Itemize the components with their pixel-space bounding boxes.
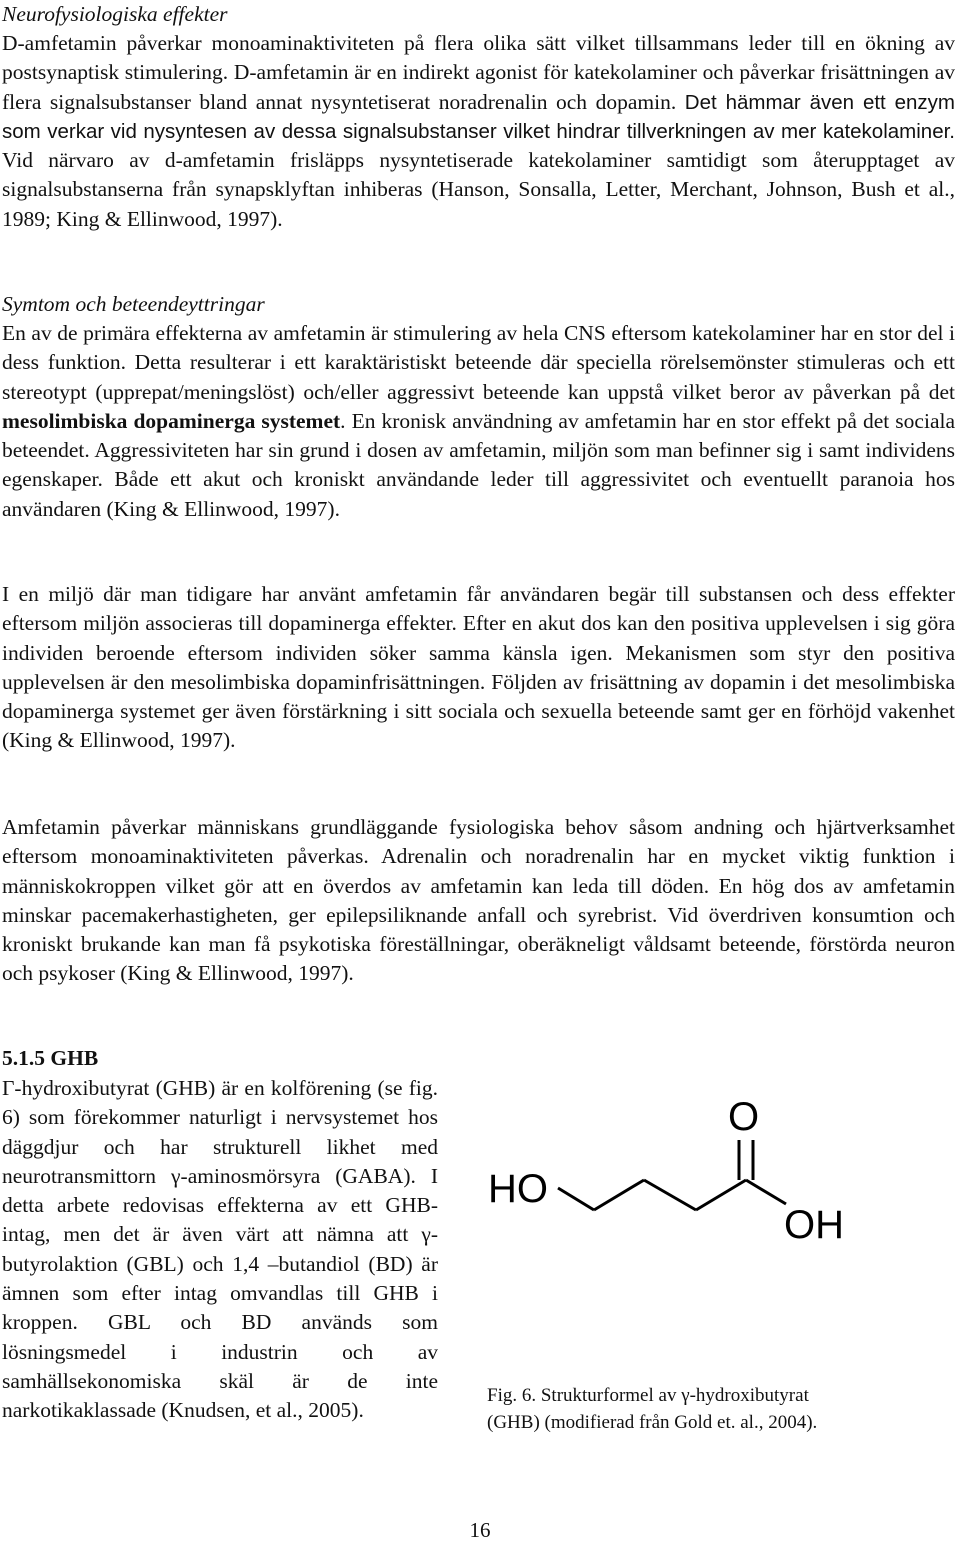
section-symtom: [2, 290, 955, 524]
section-heading: Neurofysiologiska effekter: [2, 2, 228, 26]
figure-caption: [487, 1382, 927, 1436]
section-neurofysiologiska: [2, 0, 955, 234]
oh-label: OH: [784, 1203, 844, 1247]
paragraph: [2, 319, 955, 524]
paragraph: [2, 29, 955, 234]
paragraph: Amfetamin påverkar människans grundläggande fysiologiska behov såsom andning och hjärtverksamhet eftersom monoaminaktiviteten påverkas. Adrenalin och noradrenalin har en mycket viktig funktion i människokroppen vilket gör att en överdos av amfetamin kan leda till döden. En hög dos av amfetamin minskar pacemakerhastigheten, ger epilepsiliknande anfall och syrebrist. Vid överdriven konsumtion och kroniskt brukande kan man få psykotiska föreställningar, oberäkneligt våldsamt beteende, förstörda neuron och psykoser (King & Ellinwood, 1997).: [2, 815, 955, 986]
paragraph-text: En av de primära effekterna av amfetamin är stimulering av hela CNS eftersom katekolaminer har en stor del i dess funktion. Detta resulterar i ett karaktäristiskt beteende där speciella rörelsemönster stimuleras och ett stereotypt (upprepat/meningslöst) och/eller aggressivt beteende kan uppstå vilket beror av påverkan på det: [2, 321, 955, 404]
ghb-heading: 5.1.5 GHB: [2, 1046, 99, 1070]
paragraph-text: D-amfetamin påverkar monoaminaktiviteten på flera olika sätt vilket tillsammans leder till en ökning av postsynaptisk stimulering. D-amfetamin är en indirekt agonist för katekolaminer och påverkar frisättningen av flera signalsubstanser bland annat nysyntetiserat noradrenalin och dopamin.: [2, 31, 955, 114]
section-heading: Symtom och beteendeyttringar: [2, 292, 265, 316]
paragraph: I en miljö där man tidigare har använt amfetamin får användaren begär till substansen och dess effekter eftersom miljön associeras till dopaminerga effekter. Efter en akut dos kan den positiva upplevelsen i sig göra individen beroende eftersom individen söker samma känsla igen. Mekanismen som styr den positiva upplevelsen är den mesolimbiska dopaminfrisättningen. Följden av frisättning av dopamin i det mesolimbiska dopaminerga systemet ger även förstärkning i sitt sociala och sexuella beteende samt ger en förhöjd vakenhet (King & Ellinwood, 1997).: [2, 582, 955, 753]
ghb-paragraph: Γ-hydroxibutyrat (GHB) är en kolförening (se fig. 6) som förekommer naturligt i nervsystemet hos däggdjur och har strukturell likhet med neurotransmittorn γ-aminosmörsyra (GABA). I detta arbete redovisas effekterna av ett GHB-intag, men det är även värt att nämna att γ-butyrolaktion (GBL) och 1,4 –butandiol (BD) är ämnen som efter intag omvandlas till GHB i kroppen. GBL och BD används som lösningsmedel i industrin och av samhällsekonomiska skäl är de inte narkotikaklassade (Knudsen, et al., 2005).: [2, 1076, 438, 1423]
bold-term: mesolimbiska dopaminerga systemet: [2, 408, 341, 433]
ho-label: HO: [488, 1167, 548, 1211]
page-number: 16: [469, 1518, 491, 1542]
paragraph-text: . En kronisk användning av amfetamin har en stor effekt på det sociala beteendet. Aggressiviteten har sin grund i dosen av amfetamin, miljön som man befinner sig i samt individens egenskaper. Både ett akut och kroniskt användande leder till aggressivitet och eventuellt paranoia hos användaren (King & Ellinwood, 1997).: [2, 408, 955, 521]
oxygen-label: O: [728, 1095, 760, 1139]
paragraph-text: Vid närvaro av d-amfetamin frisläpps nysyntetiserade katekolaminer samtidigt som återupptaget av signalsubstanserna från synapsklyftan inhiberas (Hanson, Sonsalla, Letter, Merchant, Johnson, Bush et al., 1989; King & Ellinwood, 1997).: [2, 148, 955, 231]
paragraph-text-sans: Det hämmar även ett enzym som verkar vid nysyntesen av dessa signalsubstanser vilket hindrar tillverkningen av mer katekolaminer.: [2, 90, 956, 143]
ghb-structure-figure: [482, 1080, 922, 1280]
caption-line: (GHB) (modifierad från Gold et. al., 2004).: [487, 1412, 818, 1433]
caption-line: Fig. 6. Strukturformel av γ-hydroxibutyrat: [487, 1385, 809, 1406]
skeletal-bonds: [558, 1140, 786, 1210]
